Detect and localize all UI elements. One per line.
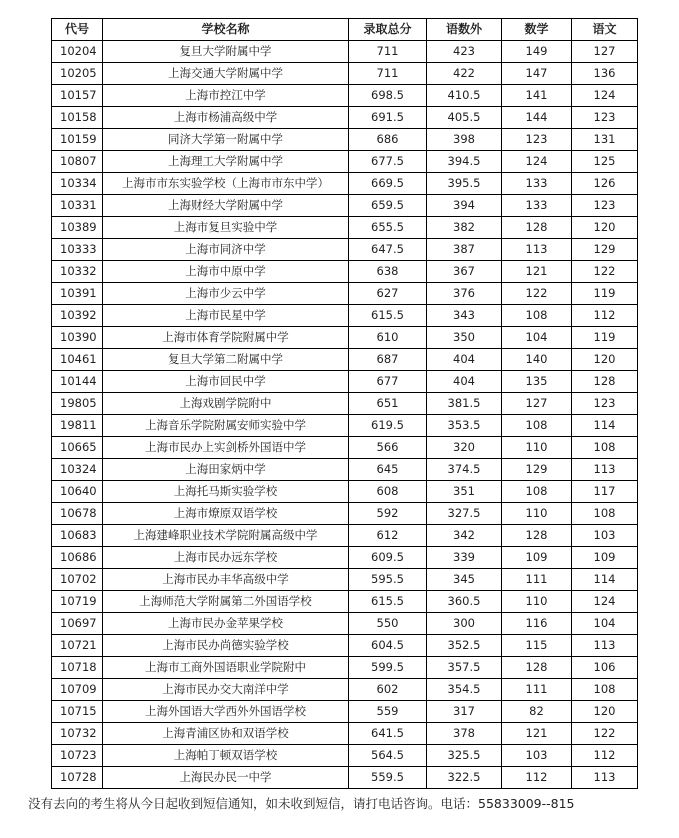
table-row bbox=[52, 591, 638, 613]
table-row bbox=[52, 503, 638, 525]
cell-chinese-math-english: 404 bbox=[427, 349, 502, 371]
header-school-name: 学校名称 bbox=[103, 19, 349, 41]
cell-total-score: 608 bbox=[349, 481, 427, 503]
cell-code: 10391 bbox=[52, 283, 103, 305]
table-row bbox=[52, 195, 638, 217]
cell-math: 122 bbox=[502, 283, 572, 305]
table-row bbox=[52, 415, 638, 437]
table-row bbox=[52, 767, 638, 789]
cell-total-score: 564.5 bbox=[349, 745, 427, 767]
cell-chinese: 112 bbox=[572, 305, 638, 327]
cell-chinese: 120 bbox=[572, 349, 638, 371]
cell-code: 10723 bbox=[52, 745, 103, 767]
cell-total-score: 566 bbox=[349, 437, 427, 459]
cell-chinese-math-english: 410.5 bbox=[427, 85, 502, 107]
header-code: 代号 bbox=[52, 19, 103, 41]
cell-math: 135 bbox=[502, 371, 572, 393]
table-row bbox=[52, 261, 638, 283]
cell-math: 108 bbox=[502, 415, 572, 437]
table-row bbox=[52, 745, 638, 767]
cell-chinese-math-english: 374.5 bbox=[427, 459, 502, 481]
cell-chinese: 126 bbox=[572, 173, 638, 195]
cell-school-name: 上海市民办尚德实验学校 bbox=[103, 635, 349, 657]
cell-total-score: 638 bbox=[349, 261, 427, 283]
cell-total-score: 612 bbox=[349, 525, 427, 547]
cell-chinese-math-english: 352.5 bbox=[427, 635, 502, 657]
cell-total-score: 619.5 bbox=[349, 415, 427, 437]
cell-total-score: 615.5 bbox=[349, 305, 427, 327]
table-row bbox=[52, 569, 638, 591]
cell-chinese-math-english: 394 bbox=[427, 195, 502, 217]
cell-math: 127 bbox=[502, 393, 572, 415]
cell-code: 10718 bbox=[52, 657, 103, 679]
table-row bbox=[52, 41, 638, 63]
cell-school-name: 上海戏剧学院附中 bbox=[103, 393, 349, 415]
cell-total-score: 711 bbox=[349, 41, 427, 63]
cell-math: 115 bbox=[502, 635, 572, 657]
cell-total-score: 711 bbox=[349, 63, 427, 85]
cell-code: 10807 bbox=[52, 151, 103, 173]
cell-code: 10332 bbox=[52, 261, 103, 283]
cell-chinese: 120 bbox=[572, 701, 638, 723]
cell-code: 10702 bbox=[52, 569, 103, 591]
cell-chinese: 123 bbox=[572, 107, 638, 129]
cell-total-score: 609.5 bbox=[349, 547, 427, 569]
cell-code: 10390 bbox=[52, 327, 103, 349]
cell-code: 10392 bbox=[52, 305, 103, 327]
cell-chinese-math-english: 387 bbox=[427, 239, 502, 261]
cell-chinese-math-english: 353.5 bbox=[427, 415, 502, 437]
cell-chinese-math-english: 395.5 bbox=[427, 173, 502, 195]
cell-chinese-math-english: 422 bbox=[427, 63, 502, 85]
cell-math: 133 bbox=[502, 195, 572, 217]
cell-math: 113 bbox=[502, 239, 572, 261]
cell-math: 116 bbox=[502, 613, 572, 635]
cell-total-score: 655.5 bbox=[349, 217, 427, 239]
cell-chinese-math-english: 320 bbox=[427, 437, 502, 459]
cell-school-name: 上海市民办交大南洋中学 bbox=[103, 679, 349, 701]
cell-math: 128 bbox=[502, 217, 572, 239]
cell-chinese: 127 bbox=[572, 41, 638, 63]
cell-chinese: 119 bbox=[572, 283, 638, 305]
cell-chinese: 113 bbox=[572, 635, 638, 657]
table-row bbox=[52, 701, 638, 723]
cell-chinese-math-english: 378 bbox=[427, 723, 502, 745]
cell-chinese-math-english: 343 bbox=[427, 305, 502, 327]
cell-code: 10665 bbox=[52, 437, 103, 459]
cell-school-name: 上海托马斯实验学校 bbox=[103, 481, 349, 503]
cell-chinese: 104 bbox=[572, 613, 638, 635]
header-math: 数学 bbox=[502, 19, 572, 41]
cell-chinese-math-english: 360.5 bbox=[427, 591, 502, 613]
cell-chinese-math-english: 322.5 bbox=[427, 767, 502, 789]
cell-total-score: 677.5 bbox=[349, 151, 427, 173]
table-row bbox=[52, 349, 638, 371]
cell-chinese: 124 bbox=[572, 85, 638, 107]
table-row bbox=[52, 613, 638, 635]
table-row bbox=[52, 217, 638, 239]
cell-school-name: 上海市杨浦高级中学 bbox=[103, 107, 349, 129]
cell-code: 19805 bbox=[52, 393, 103, 415]
cell-chinese-math-english: 351 bbox=[427, 481, 502, 503]
cell-chinese-math-english: 381.5 bbox=[427, 393, 502, 415]
cell-code: 10204 bbox=[52, 41, 103, 63]
cell-code: 10709 bbox=[52, 679, 103, 701]
cell-math: 112 bbox=[502, 767, 572, 789]
cell-chinese-math-english: 423 bbox=[427, 41, 502, 63]
cell-total-score: 677 bbox=[349, 371, 427, 393]
cell-total-score: 592 bbox=[349, 503, 427, 525]
table-row bbox=[52, 437, 638, 459]
table-row bbox=[52, 371, 638, 393]
cell-chinese-math-english: 376 bbox=[427, 283, 502, 305]
cell-school-name: 上海市工商外国语职业学院附中 bbox=[103, 657, 349, 679]
cell-total-score: 615.5 bbox=[349, 591, 427, 613]
cell-school-name: 上海市民星中学 bbox=[103, 305, 349, 327]
cell-school-name: 上海建峰职业技术学院附属高级中学 bbox=[103, 525, 349, 547]
cell-chinese-math-english: 300 bbox=[427, 613, 502, 635]
cell-chinese: 103 bbox=[572, 525, 638, 547]
table-row bbox=[52, 657, 638, 679]
cell-chinese: 109 bbox=[572, 547, 638, 569]
table-row bbox=[52, 547, 638, 569]
cell-code: 10333 bbox=[52, 239, 103, 261]
cell-total-score: 599.5 bbox=[349, 657, 427, 679]
cell-total-score: 687 bbox=[349, 349, 427, 371]
cell-code: 10721 bbox=[52, 635, 103, 657]
table-row bbox=[52, 525, 638, 547]
cell-code: 19811 bbox=[52, 415, 103, 437]
cell-school-name: 上海市少云中学 bbox=[103, 283, 349, 305]
cell-chinese: 117 bbox=[572, 481, 638, 503]
cell-code: 10157 bbox=[52, 85, 103, 107]
table-row bbox=[52, 63, 638, 85]
cell-school-name: 上海市中原中学 bbox=[103, 261, 349, 283]
cell-code: 10715 bbox=[52, 701, 103, 723]
cell-math: 121 bbox=[502, 723, 572, 745]
cell-chinese: 124 bbox=[572, 591, 638, 613]
cell-school-name: 上海市控江中学 bbox=[103, 85, 349, 107]
cell-math: 123 bbox=[502, 129, 572, 151]
cell-chinese: 108 bbox=[572, 679, 638, 701]
cell-total-score: 602 bbox=[349, 679, 427, 701]
cell-school-name: 上海市体育学院附属中学 bbox=[103, 327, 349, 349]
cell-math: 109 bbox=[502, 547, 572, 569]
cell-math: 140 bbox=[502, 349, 572, 371]
cell-chinese: 123 bbox=[572, 195, 638, 217]
cell-code: 10640 bbox=[52, 481, 103, 503]
table-row bbox=[52, 85, 638, 107]
cell-code: 10389 bbox=[52, 217, 103, 239]
cell-code: 10144 bbox=[52, 371, 103, 393]
cell-total-score: 659.5 bbox=[349, 195, 427, 217]
cell-chinese-math-english: 382 bbox=[427, 217, 502, 239]
cell-math: 128 bbox=[502, 525, 572, 547]
cell-math: 129 bbox=[502, 459, 572, 481]
cell-chinese-math-english: 339 bbox=[427, 547, 502, 569]
cell-total-score: 651 bbox=[349, 393, 427, 415]
cell-chinese: 136 bbox=[572, 63, 638, 85]
cell-math: 121 bbox=[502, 261, 572, 283]
cell-chinese-math-english: 405.5 bbox=[427, 107, 502, 129]
cell-school-name: 上海财经大学附属中学 bbox=[103, 195, 349, 217]
cell-chinese-math-english: 394.5 bbox=[427, 151, 502, 173]
cell-total-score: 604.5 bbox=[349, 635, 427, 657]
table-row bbox=[52, 173, 638, 195]
cell-total-score: 647.5 bbox=[349, 239, 427, 261]
cell-school-name: 上海市市东实验学校（上海市市东中学） bbox=[103, 173, 349, 195]
cell-chinese: 114 bbox=[572, 569, 638, 591]
table-row bbox=[52, 283, 638, 305]
cell-chinese: 120 bbox=[572, 217, 638, 239]
cell-math: 110 bbox=[502, 591, 572, 613]
cell-school-name: 上海理工大学附属中学 bbox=[103, 151, 349, 173]
cell-code: 10205 bbox=[52, 63, 103, 85]
header-total-score: 录取总分 bbox=[349, 19, 427, 41]
cell-total-score: 627 bbox=[349, 283, 427, 305]
cell-school-name: 上海田家炳中学 bbox=[103, 459, 349, 481]
cell-school-name: 上海帕丁顿双语学校 bbox=[103, 745, 349, 767]
cell-math: 147 bbox=[502, 63, 572, 85]
cell-school-name: 上海市民办远东学校 bbox=[103, 547, 349, 569]
cell-chinese: 112 bbox=[572, 745, 638, 767]
cell-chinese: 123 bbox=[572, 393, 638, 415]
cell-math: 82 bbox=[502, 701, 572, 723]
cell-school-name: 同济大学第一附属中学 bbox=[103, 129, 349, 151]
cell-school-name: 上海师范大学附属第二外国语学校 bbox=[103, 591, 349, 613]
cell-total-score: 641.5 bbox=[349, 723, 427, 745]
cell-chinese: 113 bbox=[572, 767, 638, 789]
table-row bbox=[52, 129, 638, 151]
cell-chinese-math-english: 398 bbox=[427, 129, 502, 151]
header-chinese-math-english: 语数外 bbox=[427, 19, 502, 41]
cell-total-score: 686 bbox=[349, 129, 427, 151]
cell-chinese-math-english: 350 bbox=[427, 327, 502, 349]
cell-code: 10159 bbox=[52, 129, 103, 151]
cell-chinese-math-english: 325.5 bbox=[427, 745, 502, 767]
cell-total-score: 669.5 bbox=[349, 173, 427, 195]
table-row bbox=[52, 327, 638, 349]
cell-chinese: 131 bbox=[572, 129, 638, 151]
cell-math: 104 bbox=[502, 327, 572, 349]
cell-total-score: 691.5 bbox=[349, 107, 427, 129]
cell-math: 108 bbox=[502, 481, 572, 503]
cell-code: 10697 bbox=[52, 613, 103, 635]
cell-math: 124 bbox=[502, 151, 572, 173]
table-body bbox=[52, 41, 638, 789]
cell-chinese-math-english: 342 bbox=[427, 525, 502, 547]
cell-chinese-math-english: 404 bbox=[427, 371, 502, 393]
cell-math: 110 bbox=[502, 503, 572, 525]
cell-code: 10732 bbox=[52, 723, 103, 745]
cell-code: 10324 bbox=[52, 459, 103, 481]
cell-math: 108 bbox=[502, 305, 572, 327]
table-row bbox=[52, 723, 638, 745]
cell-chinese-math-english: 354.5 bbox=[427, 679, 502, 701]
cell-chinese: 122 bbox=[572, 261, 638, 283]
cell-school-name: 复旦大学附属中学 bbox=[103, 41, 349, 63]
table-row bbox=[52, 239, 638, 261]
cell-chinese: 125 bbox=[572, 151, 638, 173]
cell-school-name: 复旦大学第二附属中学 bbox=[103, 349, 349, 371]
cell-school-name: 上海市复旦实验中学 bbox=[103, 217, 349, 239]
cell-code: 10719 bbox=[52, 591, 103, 613]
cell-school-name: 上海音乐学院附属安师实验中学 bbox=[103, 415, 349, 437]
table-header-row bbox=[52, 19, 638, 41]
cell-chinese: 128 bbox=[572, 371, 638, 393]
cell-school-name: 上海市民办丰华高级中学 bbox=[103, 569, 349, 591]
cell-chinese: 114 bbox=[572, 415, 638, 437]
cell-math: 144 bbox=[502, 107, 572, 129]
cell-chinese-math-english: 327.5 bbox=[427, 503, 502, 525]
table-row bbox=[52, 151, 638, 173]
cell-total-score: 698.5 bbox=[349, 85, 427, 107]
table-row bbox=[52, 635, 638, 657]
cell-total-score: 550 bbox=[349, 613, 427, 635]
cell-school-name: 上海市同济中学 bbox=[103, 239, 349, 261]
cell-chinese: 108 bbox=[572, 503, 638, 525]
cell-chinese-math-english: 317 bbox=[427, 701, 502, 723]
cell-school-name: 上海市燎原双语学校 bbox=[103, 503, 349, 525]
cell-chinese-math-english: 367 bbox=[427, 261, 502, 283]
cell-total-score: 559.5 bbox=[349, 767, 427, 789]
table-row bbox=[52, 393, 638, 415]
cell-math: 103 bbox=[502, 745, 572, 767]
cell-code: 10683 bbox=[52, 525, 103, 547]
cell-code: 10728 bbox=[52, 767, 103, 789]
cell-chinese: 113 bbox=[572, 459, 638, 481]
cell-code: 10334 bbox=[52, 173, 103, 195]
cell-total-score: 645 bbox=[349, 459, 427, 481]
cell-chinese: 119 bbox=[572, 327, 638, 349]
cell-total-score: 610 bbox=[349, 327, 427, 349]
cell-chinese-math-english: 357.5 bbox=[427, 657, 502, 679]
cell-code: 10686 bbox=[52, 547, 103, 569]
cell-chinese: 122 bbox=[572, 723, 638, 745]
cell-chinese: 129 bbox=[572, 239, 638, 261]
cell-school-name: 上海青浦区协和双语学校 bbox=[103, 723, 349, 745]
cell-total-score: 559 bbox=[349, 701, 427, 723]
cell-school-name: 上海市民办金苹果学校 bbox=[103, 613, 349, 635]
cell-code: 10158 bbox=[52, 107, 103, 129]
cell-math: 133 bbox=[502, 173, 572, 195]
cell-school-name: 上海交通大学附属中学 bbox=[103, 63, 349, 85]
cell-math: 111 bbox=[502, 679, 572, 701]
header-chinese: 语文 bbox=[572, 19, 638, 41]
cell-math: 141 bbox=[502, 85, 572, 107]
table-row bbox=[52, 679, 638, 701]
cell-school-name: 上海市民办上实剑桥外国语中学 bbox=[103, 437, 349, 459]
cell-chinese: 108 bbox=[572, 437, 638, 459]
cell-school-name: 上海外国语大学西外外国语学校 bbox=[103, 701, 349, 723]
footer-notice: 没有去向的考生将从今日起收到短信通知，如未收到短信，请打电话咨询。电话：55833009--815 bbox=[28, 796, 575, 811]
cell-math: 110 bbox=[502, 437, 572, 459]
cell-chinese-math-english: 345 bbox=[427, 569, 502, 591]
table-row bbox=[52, 107, 638, 129]
cell-code: 10678 bbox=[52, 503, 103, 525]
table-row bbox=[52, 459, 638, 481]
cell-total-score: 595.5 bbox=[349, 569, 427, 591]
cell-math: 128 bbox=[502, 657, 572, 679]
cell-school-name: 上海民办民一中学 bbox=[103, 767, 349, 789]
admission-scores-table bbox=[51, 18, 638, 789]
cell-math: 111 bbox=[502, 569, 572, 591]
cell-math: 149 bbox=[502, 41, 572, 63]
cell-chinese: 106 bbox=[572, 657, 638, 679]
table-row bbox=[52, 481, 638, 503]
cell-code: 10461 bbox=[52, 349, 103, 371]
cell-school-name: 上海市回民中学 bbox=[103, 371, 349, 393]
cell-code: 10331 bbox=[52, 195, 103, 217]
table-row bbox=[52, 305, 638, 327]
